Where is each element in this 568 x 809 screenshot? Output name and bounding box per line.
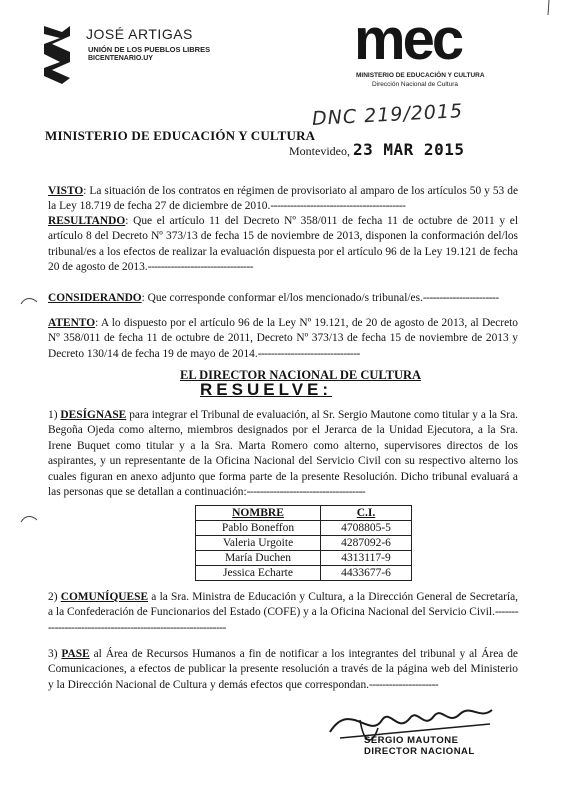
artigas-emblem-icon bbox=[40, 22, 74, 86]
margin-mark-icon bbox=[20, 514, 38, 524]
atento-label: ATENTO bbox=[48, 317, 96, 329]
jose-artigas-logo bbox=[40, 20, 240, 90]
table-header-row bbox=[196, 506, 412, 521]
cell-ci: 4708805-5 bbox=[321, 521, 412, 536]
director-heading: EL DIRECTOR NACIONAL DE CULTURA bbox=[180, 368, 422, 382]
artigas-subtitle: UNIÓN DE LOS PUEBLOS LIBRES bbox=[88, 45, 211, 54]
considerando-label: CONSIDERANDO bbox=[48, 292, 142, 304]
tribunal-table bbox=[195, 505, 412, 581]
table-row bbox=[196, 521, 412, 536]
resultando-text: : Que el artículo 11 del Decreto Nº 358/011 de fecha 11 de octubre de 2011 y el artículo 8 del Decreto Nº 373/13 de fecha 15 de noviembre de 2013, disponen la conformación del/los tribunal/es a los efectos de realizar la evaluación dispuesta por el artículo 96 de la Ley 19.121 de fecha 20 de agosto de 2013. bbox=[48, 215, 518, 274]
place: Montevideo, bbox=[289, 144, 350, 158]
atento-text: : A lo dispuesto por el artículo 96 de la Ley Nº 19.121, de 20 de agosto de 2013, al Decreto Nº 358/011 de fecha 11 de octubre de 2011, Decreto Nº 373/13 de fecha 15 de noviembre de 2013 y Decreto 130/14 de fecha 19 de mayo de 2014. bbox=[48, 317, 518, 360]
table-row bbox=[196, 566, 412, 581]
mec-direction-line: Dirección Nacional de Cultura bbox=[372, 81, 458, 88]
item-1-label: DESÍGNASE bbox=[60, 409, 127, 421]
handwritten-reference: DNC 219/2015 bbox=[311, 100, 464, 130]
visto-paragraph: VISTO: La situación de los contratos en régimen de provisoriato al amparo de los artículos 50 y 53 de la Ley 18.719 de fecha 27 de diciembre de 2010.----------------------------------------- bbox=[48, 185, 518, 213]
resultando-paragraph: RESULTANDO: Que el artículo 11 del Decreto Nº 358/011 de fecha 11 de octubre de 2011 y el artículo 8 del Decreto Nº 373/13 de fecha 15 de noviembre de 2013, disponen la conformación del/los tribunal/es a los efectos de realizar la evaluación dispuesta por el artículo 96 de la Ley 19.121 de fecha 20 de agosto de 2013.-------------------------------- bbox=[48, 215, 518, 274]
cell-nombre: Pablo Boneffon bbox=[196, 521, 321, 536]
cell-ci: 4433677-6 bbox=[321, 566, 412, 581]
atento-paragraph: ATENTO: A lo dispuesto por el artículo 96 de la Ley Nº 19.121, de 20 de agosto de 2013, al Decreto Nº 358/011 de fecha 11 de octubre de 2011, Decreto Nº 373/13 de fecha 15 de noviembre de 2013 y Decreto 130/14 de fecha 19 de mayo de 2014.------------------------------- bbox=[48, 317, 518, 360]
table-row bbox=[196, 551, 412, 566]
artigas-bicentenario: BICENTENARIO.UY bbox=[88, 55, 153, 62]
item-2-number: 2) bbox=[48, 591, 61, 603]
signatory-name: SERGIO MAUTONE bbox=[364, 735, 459, 746]
item-1-text: para integrar el Tribunal de evaluación, al Sr. Sergio Mautone como titular y a la Sra. Begoña Ojeda como alterno, miembros designados por el Jerarca de la Unidad Ejecutora, a la Sra. Irene Buquet como titular y a la Sra. Marta Romero como alterno, supervisores directos de los aspirantes, y un representante de la Oficina Nacional del Servicio Civil con su respectivo alterno los cuales figuran en anexo adjunto que forma parte de la presente Resolución. Dicho tribunal evaluará a las personas que se detallan a continuación: bbox=[48, 409, 518, 499]
cell-ci: 4313117-9 bbox=[321, 551, 412, 566]
considerando-paragraph: CONSIDERANDO: Que corresponde conformar el/los mencionado/s tribunal/es.----------------------- bbox=[48, 292, 499, 304]
resultando-label: RESULTANDO bbox=[48, 215, 126, 227]
cell-ci: 4287092-6 bbox=[321, 536, 412, 551]
ministry-heading: MINISTERIO DE EDUCACIÓN Y CULTURA bbox=[45, 128, 316, 143]
mec-logo bbox=[350, 7, 510, 102]
item-2-paragraph: 2) COMUNÍQUESE a la Sra. Ministra de Educación y Cultura, a la Dirección General de Secretaría, a la Confederación de Funcionarios del Estado (COFE) y a la Oficina Nacional del Servicio Civil.------------------------------------------------------------- bbox=[48, 591, 518, 634]
item-1-paragraph: 1) DESÍGNASE para integrar el Tribunal de evaluación, al Sr. Sergio Mautone como titular y a la Sra. Begoña Ojeda como alterno, miembros designados por el Jerarca de la Unidad Ejecutora, a la Sra. Irene Buquet como titular y a la Sra. Marta Romero como alterno, supervisores directos de los aspirantes, y un representante de la Oficina Nacional del Servicio Civil con su respectivo alterno los cuales figuran en anexo adjunto que forma parte de la presente Resolución. Dicho tribunal evaluará a las personas que se detallan a continuación:------------------------------------ bbox=[48, 409, 518, 499]
signatory-block bbox=[364, 735, 475, 757]
corner-mark-icon bbox=[546, 0, 552, 16]
cell-nombre: Valeria Urgoite bbox=[196, 536, 321, 551]
signatory-title: DIRECTOR NACIONAL bbox=[364, 746, 475, 757]
considerando-text: : Que corresponde conformar el/los mencionado/s tribunal/es. bbox=[141, 292, 423, 304]
table-row bbox=[196, 536, 412, 551]
item-2-text: a la Sra. Ministra de Educación y Cultura, a la Dirección General de Secretaría, a la Confederación de Funcionarios del Estado (COFE) y a la Oficina Nacional del Servicio Civil. bbox=[48, 591, 518, 619]
mec-ministry-line: MINISTERIO DE EDUCACIÓN Y CULTURA bbox=[356, 72, 485, 79]
item-3-paragraph: 3) PASE al Área de Recursos Humanos a fin de notificar a los integrantes del tribunal y al Área de Comunicaciones, a efectos de publicar la presente resolución a través de la página web del Ministerio y la Dirección Nacional de Cultura y demás efectos que correspondan.--------------------- bbox=[48, 648, 518, 691]
column-header-ci: C.I. bbox=[321, 506, 412, 521]
artigas-name: JOSÉ ARTIGAS bbox=[86, 26, 193, 42]
visto-label: VISTO bbox=[48, 185, 84, 197]
mec-wordmark: mec bbox=[354, 7, 462, 72]
item-3-text: al Área de Recursos Humanos a fin de notificar a los integrantes del tribunal y al Área de Comunicaciones, a efectos de publicar la presente resolución a través de la página web del Ministerio y la Dirección Nacional de Cultura y demás efectos que correspondan. bbox=[48, 648, 518, 691]
resuelve-heading: RESUELVE: bbox=[200, 380, 333, 399]
visto-text: : La situación de los contratos en régimen de provisoriato al amparo de los artículos 50 y 53 de la Ley 18.719 de fecha 27 de diciembre de 2010. bbox=[48, 185, 518, 213]
place-date bbox=[289, 140, 464, 159]
item-2-label: COMUNÍQUESE bbox=[60, 591, 149, 603]
column-header-nombre: NOMBRE bbox=[196, 506, 321, 521]
cell-nombre: María Duchen bbox=[196, 551, 321, 566]
date-stamp: 23 MAR 2015 bbox=[353, 140, 465, 159]
item-1-number: 1) bbox=[48, 409, 61, 421]
item-3-number: 3) bbox=[48, 648, 62, 660]
item-3-label: PASE bbox=[61, 648, 90, 660]
cell-nombre: Jessica Echarte bbox=[196, 566, 321, 581]
margin-mark-icon bbox=[20, 296, 38, 306]
